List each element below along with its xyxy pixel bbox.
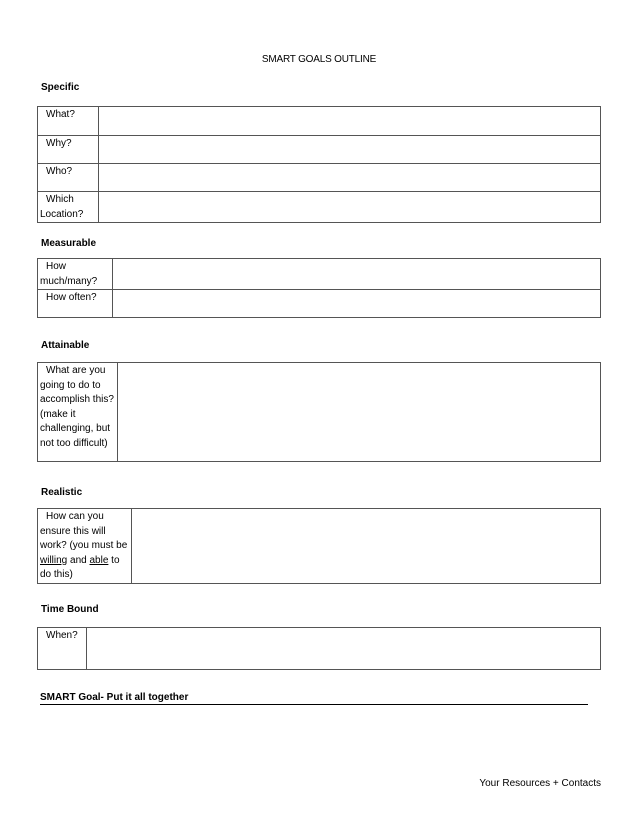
realistic-field[interactable] bbox=[132, 509, 601, 584]
specific-heading: Specific bbox=[41, 82, 80, 93]
measurable-table bbox=[37, 258, 601, 318]
page-title: SMART GOALS OUTLINE bbox=[261, 54, 377, 65]
specific-table bbox=[37, 106, 601, 223]
specific-who-field[interactable] bbox=[99, 164, 601, 192]
measurable-how-often-label: How often? bbox=[38, 290, 113, 318]
measurable-heading: Measurable bbox=[41, 238, 97, 249]
specific-location-label: Which Location? bbox=[38, 192, 99, 223]
specific-what-label: What? bbox=[38, 107, 99, 136]
measurable-row-how-often bbox=[38, 290, 601, 318]
realistic-label: How can you ensure this will work? (you must be willing and able to do this) bbox=[38, 509, 132, 584]
attainable-field[interactable] bbox=[118, 363, 601, 462]
time-bound-table bbox=[37, 627, 601, 670]
specific-what-field[interactable] bbox=[99, 107, 601, 136]
measurable-how-much-field[interactable] bbox=[113, 259, 601, 290]
specific-location-field[interactable] bbox=[99, 192, 601, 223]
realistic-heading: Realistic bbox=[41, 487, 83, 498]
attainable-heading: Attainable bbox=[41, 340, 90, 351]
specific-row-location bbox=[38, 192, 601, 223]
specific-row-what bbox=[38, 107, 601, 136]
time-bound-row bbox=[38, 628, 601, 670]
attainable-table bbox=[37, 362, 601, 462]
measurable-row-how-much bbox=[38, 259, 601, 290]
measurable-how-much-label: How much/many? bbox=[38, 259, 113, 290]
specific-row-why bbox=[38, 136, 601, 164]
realistic-table bbox=[37, 508, 601, 584]
time-bound-field[interactable] bbox=[87, 628, 601, 670]
specific-row-who bbox=[38, 164, 601, 192]
specific-why-field[interactable] bbox=[99, 136, 601, 164]
footer-text: Your Resources + Contacts bbox=[479, 778, 601, 789]
attainable-row bbox=[38, 363, 601, 462]
time-bound-label: When? bbox=[38, 628, 87, 670]
smart-goal-line[interactable] bbox=[40, 692, 588, 705]
measurable-how-often-field[interactable] bbox=[113, 290, 601, 318]
realistic-row bbox=[38, 509, 601, 584]
time-bound-heading: Time Bound bbox=[41, 604, 99, 615]
specific-who-label: Who? bbox=[38, 164, 99, 192]
specific-why-label: Why? bbox=[38, 136, 99, 164]
smart-goal-label: SMART Goal- Put it all together bbox=[40, 692, 189, 703]
attainable-label: What are you going to do to accomplish this? (make it challenging, but not too difficult) bbox=[38, 363, 118, 462]
